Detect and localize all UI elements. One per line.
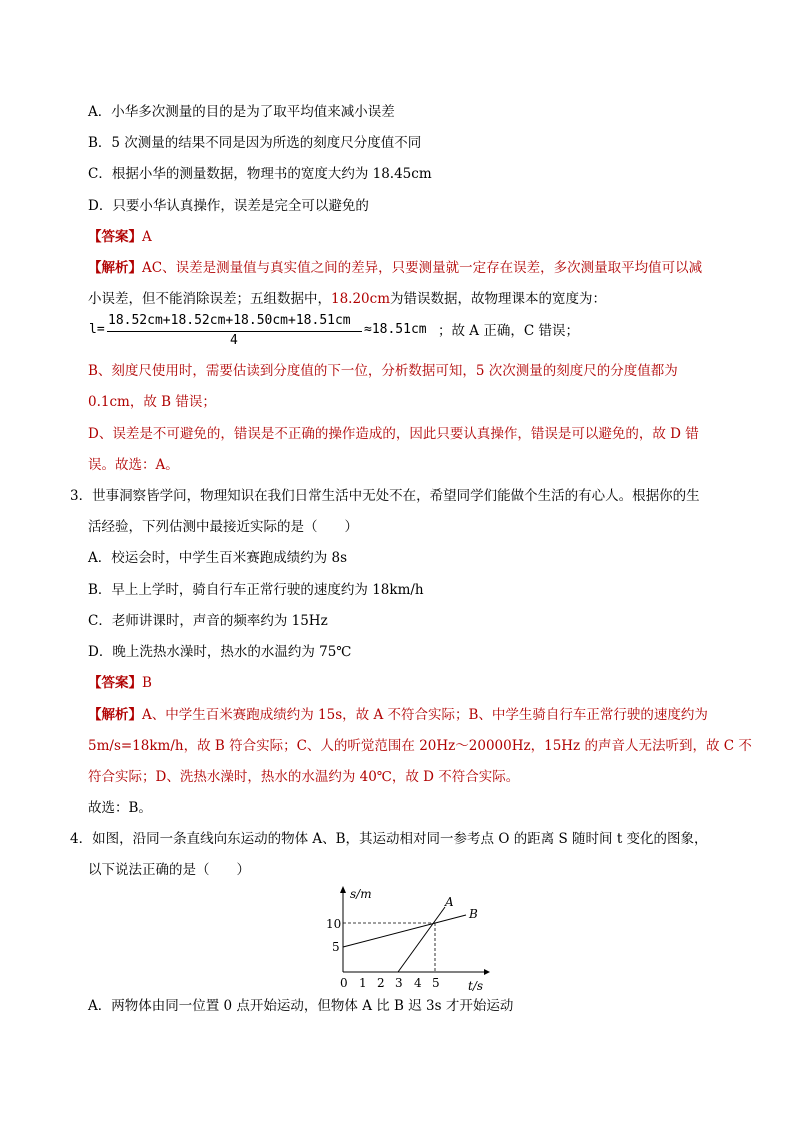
analysis-text-1: AC、误差是测量值与真实值之间的差异，只要测量就一定存在误差，多次测量取平均值可以减 — [142, 260, 703, 276]
option-a: A．小华多次测量的目的是为了取平均值来减小误差 — [88, 104, 395, 120]
formula-denominator: 4 — [230, 333, 238, 348]
q3-analysis-line-3: 符合实际；D、洗热水澡时，热水的水温约为 40℃，故 D 不符合实际。 — [88, 769, 520, 785]
x-tick-4: 4 — [414, 976, 422, 990]
q3-analysis-text-1: A、中学生百米赛跑成绩约为 15s，故 A 不符合实际；B、中学生骑自行车正常行驶的速度约为 — [142, 707, 708, 723]
line-b — [343, 915, 466, 947]
q3-option-b: B．早上上学时，骑自行车正常行驶的速度约为 18km/h — [88, 582, 424, 598]
q3-analysis-tag: 【解析】 — [88, 707, 142, 723]
q3-stem-2: 活经验，下列估测中最接近实际的是（ ） — [88, 519, 358, 535]
x-tick-3: 3 — [395, 976, 403, 990]
answer-line — [88, 227, 152, 247]
analysis-line-7: 误。故选：A。 — [88, 457, 179, 473]
q3-analysis-line-2: 5m/s=18km/h，故 B 符合实际；C、人的听觉范围在 20Hz～20000Hz，15Hz 的声音人无法听到，故 C 不 — [88, 738, 752, 754]
fraction-bar — [107, 331, 362, 332]
answer-tag: 【答案】 — [88, 229, 142, 245]
q4-option-a: A．两物体由同一位置 0 点开始运动，但物体 A 比 B 迟 3s 才开始运动 — [88, 998, 514, 1014]
analysis-text-2a: 小误差，但不能消除误差；五组数据中， — [88, 291, 331, 307]
q3-answer-value: B — [142, 675, 152, 691]
q3-option-d: D．晚上洗热水澡时，热水的水温约为 75℃ — [88, 644, 352, 660]
q3-option-a: A．校运会时，中学生百米赛跑成绩约为 8s — [88, 550, 348, 566]
x-tick-2: 2 — [377, 976, 385, 990]
analysis-line-4: B、刻度尺使用时，需要估读到分度值的下一位，分析数据可知，5 次次测量的刻度尺的分度值都为 — [88, 363, 678, 379]
q3-stem-1: 3．世事洞察皆学问，物理知识在我们日常生活中无处不在，希望同学们能做个生活的有心人。根据你的生 — [70, 488, 700, 504]
q4-stem-2: 以下说法正确的是（ ） — [88, 862, 250, 878]
x-axis-label: t/s — [468, 979, 484, 992]
option-d: D．只要小华认真操作，误差是完全可以避免的 — [88, 198, 369, 214]
y-tick-5: 5 — [332, 940, 340, 954]
q3-option-c: C．老师讲课时，声音的频率约为 15Hz — [88, 613, 328, 629]
option-b: B．5 次测量的结果不同是因为所选的刻度尺分度值不同 — [88, 135, 422, 151]
analysis-line-1 — [88, 258, 702, 278]
formula-rhs: ≈18.51cm — [364, 322, 427, 337]
analysis-line-6: D、误差是不可避免的，错误是不正确的操作造成的，因此只要认真操作，错误是可以避免的，故 D 错 — [88, 426, 699, 442]
label-a: A — [445, 895, 454, 909]
option-c: C．根据小华的测量数据，物理书的宽度大约为 18.45cm — [88, 166, 432, 182]
y-axis-arrow — [340, 886, 346, 893]
q3-answer-tag: 【答案】 — [88, 675, 142, 691]
line-a — [398, 907, 445, 972]
q4-stem-1: 4．如图，沿同一条直线向东运动的物体 A、B，其运动相对同一参考点 O 的距离 S 随时间 t 变化的图象， — [70, 831, 708, 847]
x-tick-0: 0 — [340, 976, 348, 990]
y-axis-label: s/m — [350, 887, 372, 901]
formula-numerator: 18.52cm+18.52cm+18.50cm+18.51cm — [108, 313, 351, 328]
analysis-text-2b: 18.20cm — [331, 291, 391, 307]
analysis-tag: 【解析】 — [88, 260, 142, 276]
x-axis-arrow — [484, 969, 490, 975]
analysis-line-2 — [88, 289, 606, 309]
formula-tail: ；故 A 正确，C 错误； — [438, 323, 579, 339]
q3-answer-line — [88, 673, 152, 693]
q3-analysis-line-1 — [88, 705, 708, 725]
formula-lhs: l= — [89, 322, 105, 337]
y-tick-10: 10 — [326, 917, 342, 931]
label-b: B — [469, 907, 478, 921]
x-tick-1: 1 — [359, 976, 367, 990]
answer-value: A — [142, 229, 152, 245]
analysis-line-5: 0.1cm，故 B 错误； — [88, 394, 216, 410]
motion-graph — [318, 884, 490, 992]
q3-choose: 故选：B。 — [88, 800, 152, 816]
analysis-text-2c: 为错误数据，故物理课本的宽度为： — [390, 291, 607, 307]
x-tick-5: 5 — [432, 976, 440, 990]
